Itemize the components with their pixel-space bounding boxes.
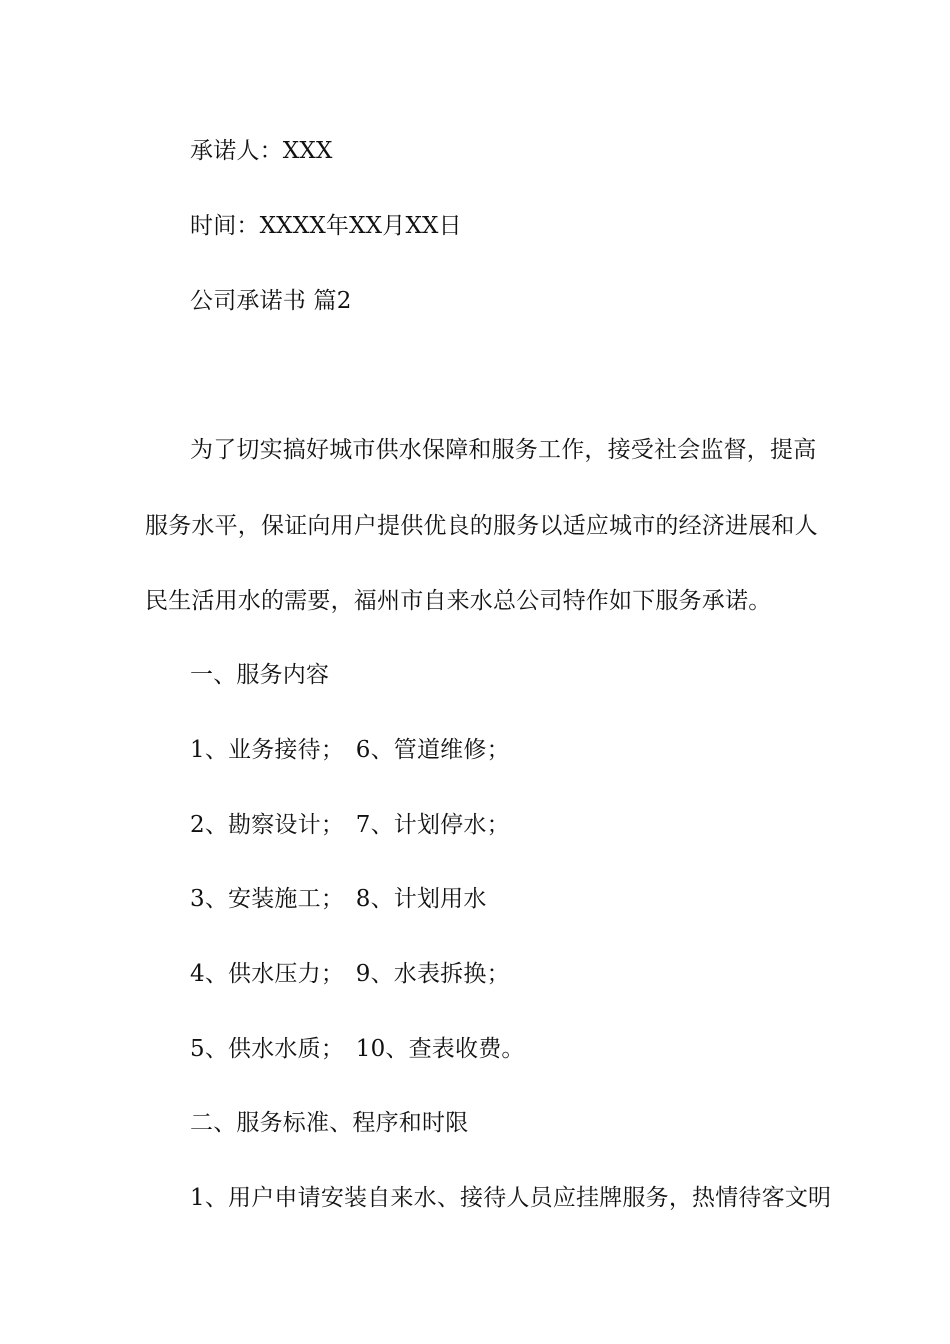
intro-paragraph-line: 民生活用水的需要，福州市自来水总公司特作如下服务承诺。 <box>145 588 772 614</box>
service-item: 5、供水水质； 10、查表收费。 <box>190 1036 525 1062</box>
service-standard-heading: 二、服务标准、程序和时限 <box>190 1110 469 1136</box>
service-standard-item: 1、用户申请安装自来水、接待人员应挂牌服务，热情待客文明 <box>190 1185 832 1211</box>
service-item: 2、勘察设计； 7、计划停水； <box>190 812 510 838</box>
intro-paragraph-line: 为了切实搞好城市供水保障和服务工作，接受社会监督，提高 <box>190 437 817 463</box>
promisor-line: 承诺人：XXX <box>190 138 333 164</box>
service-item: 1、业务接待； 6、管道维修； <box>190 737 510 763</box>
date-line: 时间：XXXX年XX月XX日 <box>190 213 462 239</box>
service-item: 4、供水压力； 9、水表拆换； <box>190 961 510 987</box>
service-content-heading: 一、服务内容 <box>190 662 330 688</box>
service-item: 3、安装施工； 8、计划用水 <box>190 886 487 912</box>
intro-paragraph-line: 服务水平，保证向用户提供优良的服务以适应城市的经济进展和人 <box>145 513 818 539</box>
section-title: 公司承诺书 篇2 <box>190 288 352 314</box>
